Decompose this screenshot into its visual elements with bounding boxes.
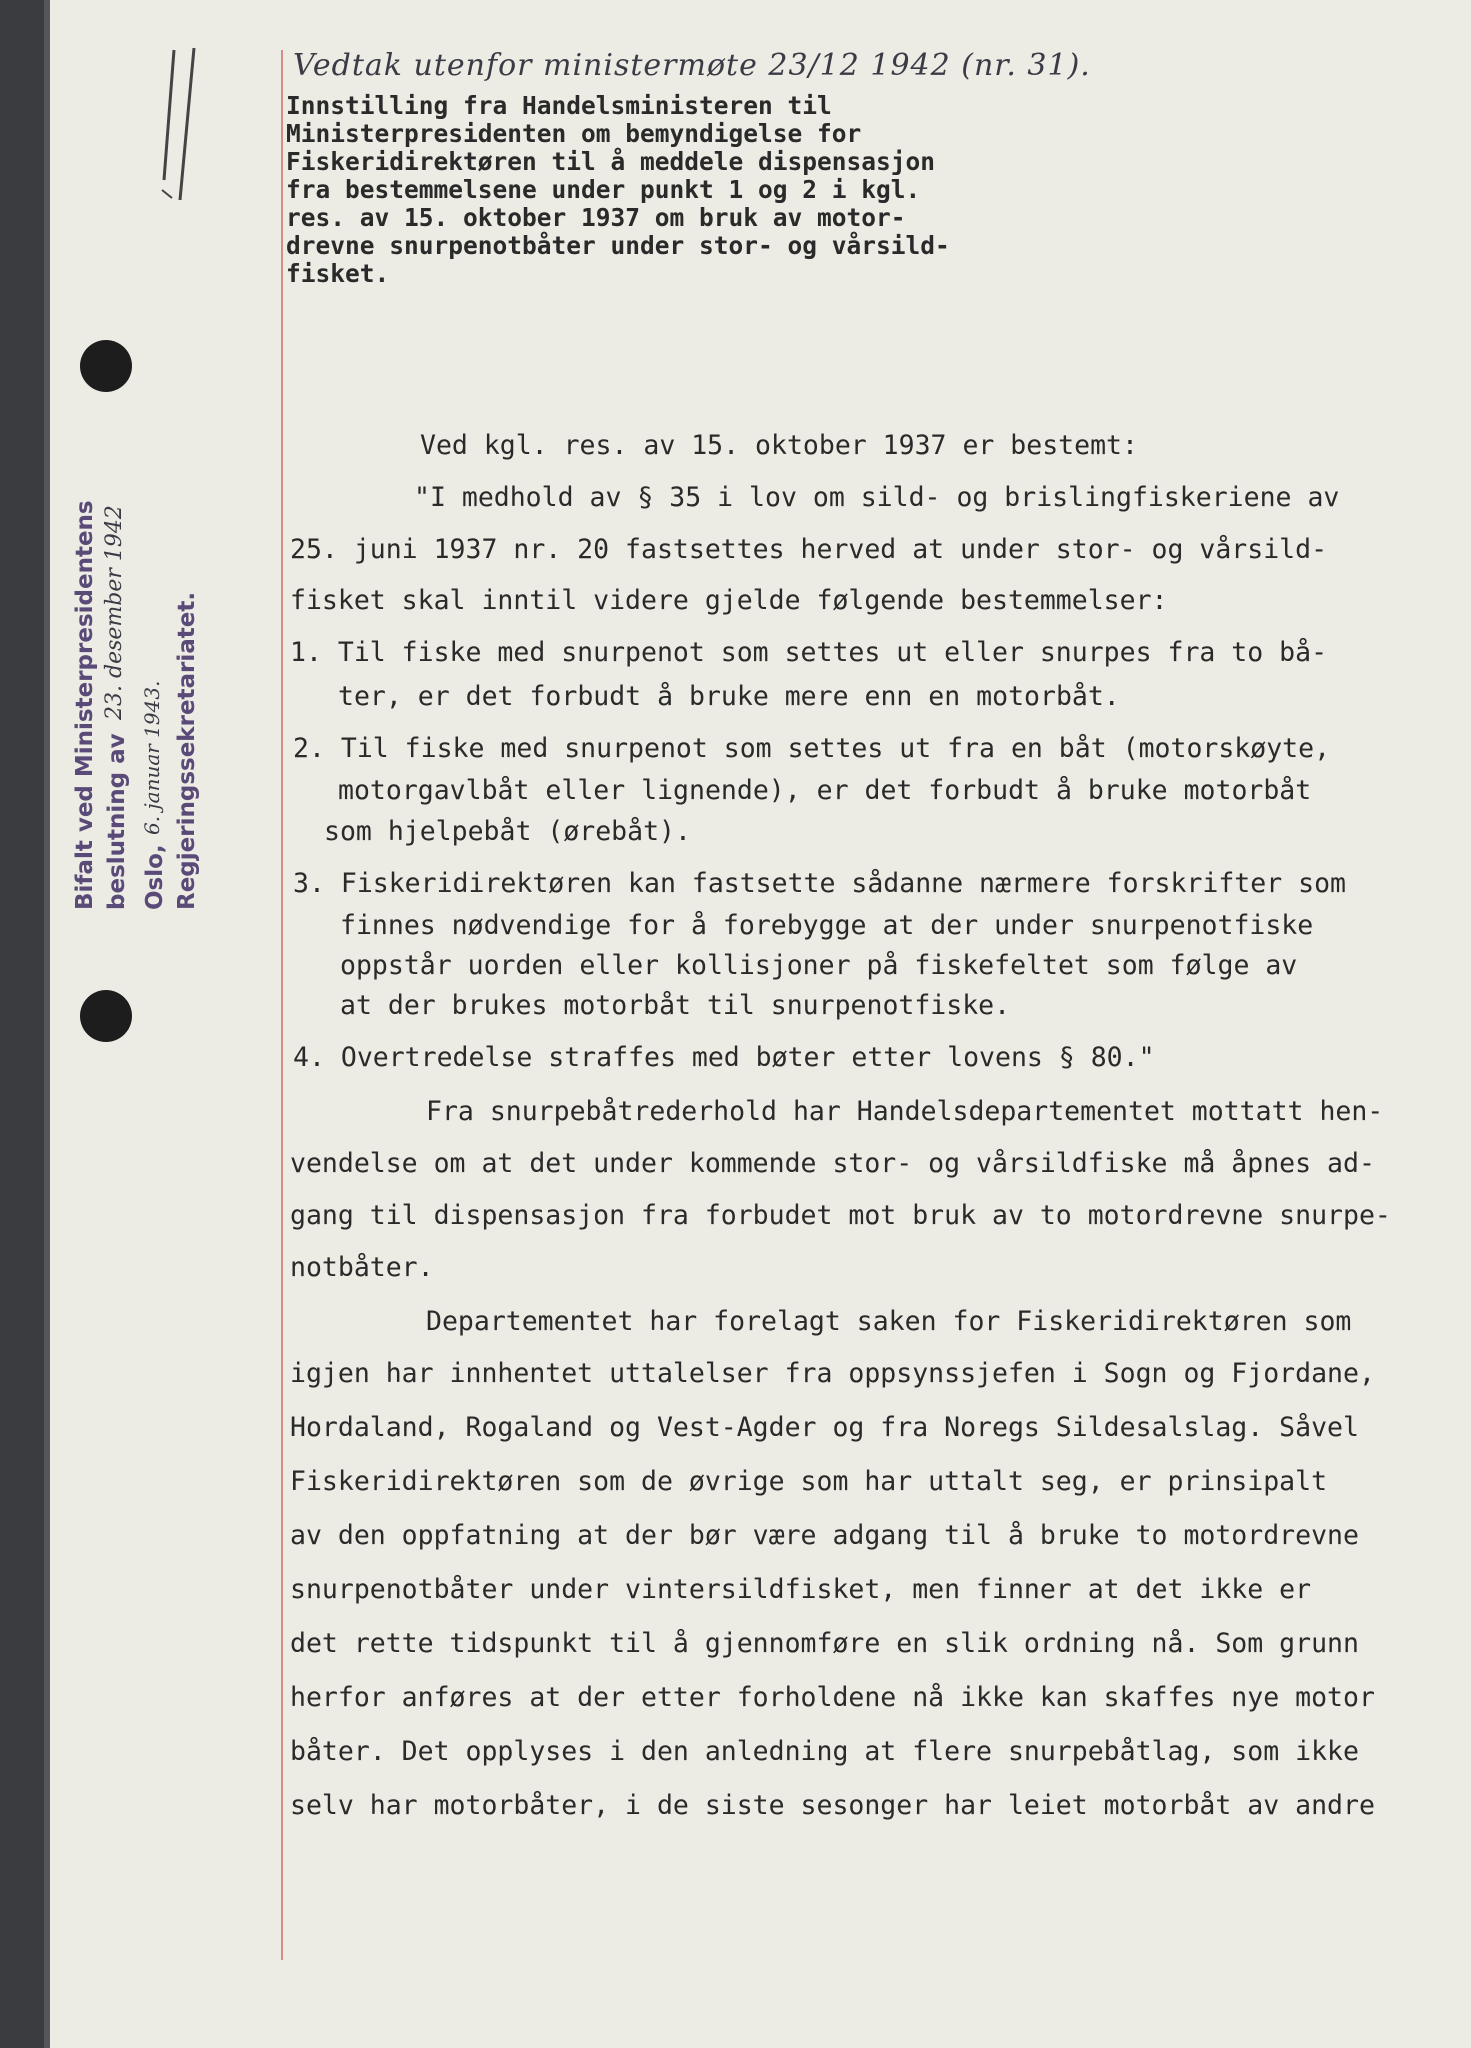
margin-rule bbox=[281, 50, 283, 1960]
page-edge bbox=[44, 0, 50, 2048]
heading-line: Innstilling fra Handelsministeren til bbox=[286, 91, 832, 120]
stamp-handwritten-date: 23. desember 1942 bbox=[102, 505, 127, 720]
body-line: Ved kgl. res. av 15. oktober 1937 er bestemt: bbox=[420, 430, 1138, 461]
body-line: som hjelpebåt (ørebåt). bbox=[324, 816, 691, 847]
punch-hole bbox=[80, 990, 132, 1042]
body-line: finnes nødvendige for å forebygge at der under snurpenotfiske bbox=[340, 910, 1314, 941]
handwritten-header: Vedtak utenfor ministermøte 23/12 1942 (nr. 31). bbox=[293, 48, 1091, 83]
body-line: 3. Fiskeridirektøren kan fastsette sådanne nærmere forskrifter som bbox=[293, 868, 1346, 899]
body-line: Fra snurpebåtrederhold har Handelsdepartementet mottatt hen- bbox=[426, 1096, 1384, 1127]
stamp-line: Regjeringssekretariatet. bbox=[174, 591, 200, 910]
heading-line: Fiskeridirektøren til å meddele dispensasjon bbox=[286, 147, 936, 176]
body-line: "I medhold av § 35 i lov om sild- og brislingfiskeriene av bbox=[414, 482, 1340, 513]
pencil-marks bbox=[150, 40, 230, 200]
body-line: snurpenotbåter under vintersildfisket, men finner at det ikke er bbox=[290, 1574, 1312, 1605]
body-line: båter. Det opplyses i den anledning at flere snurpebåtlag, som ikke bbox=[290, 1736, 1359, 1767]
heading-line: Ministerpresidenten om bemyndigelse for bbox=[286, 119, 862, 148]
stamp-line: beslutning av bbox=[104, 733, 130, 910]
heading-line: res. av 15. oktober 1937 om bruk av motor- bbox=[286, 203, 906, 232]
body-line: at der brukes motorbåt til snurpenotfiske. bbox=[340, 990, 1011, 1021]
heading-line: drevne snurpenotbåter under stor- og vårsild- bbox=[286, 231, 950, 260]
body-line: 2. Til fiske med snurpenot som settes ut fra en båt (motorskøyte, bbox=[293, 733, 1331, 764]
body-line: gang til dispensasjon fra forbudet mot bruk av to motordrevne snurpe- bbox=[290, 1200, 1391, 1231]
body-line: vendelse om at det under kommende stor- og vårsildfiske må åpnes ad- bbox=[290, 1148, 1375, 1179]
body-line: 25. juni 1937 nr. 20 fastsettes herved at under stor- og vårsild- bbox=[290, 534, 1328, 565]
body-line: selv har motorbåter, i de siste sesonger har leiet motorbåt av andre bbox=[290, 1790, 1375, 1821]
body-line: 4. Overtredelse straffes med bøter etter lovens § 80." bbox=[293, 1042, 1155, 1073]
body-line: Hordaland, Rogaland og Vest-Agder og fra Noregs Sildesalslag. Såvel bbox=[290, 1412, 1359, 1443]
body-line: Departementet har forelagt saken for Fiskeridirektøren som bbox=[426, 1306, 1352, 1337]
heading-line: fisket. bbox=[286, 259, 390, 288]
stamp-line: Bifalt ved Ministerpresidentens bbox=[72, 500, 98, 910]
body-line: motorgavlbåt eller lignende), er det forbudt å bruke motorbåt bbox=[338, 775, 1312, 806]
body-line: igjen har innhentet uttalelser fra oppsynssjefen i Sogn og Fjordane, bbox=[290, 1358, 1375, 1389]
body-line: det rette tidspunkt til å gjennomføre en slik ordning nå. Som grunn bbox=[290, 1628, 1359, 1659]
body-line: ter, er det forbudt å bruke mere enn en motorbåt. bbox=[338, 681, 1120, 712]
heading-line: fra bestemmelsene under punkt 1 og 2 i kgl. bbox=[286, 175, 921, 204]
stamp-line: Oslo, bbox=[142, 844, 168, 910]
body-line: herfor anføres at der etter forholdene nå ikke kan skaffes nye motor bbox=[290, 1682, 1375, 1713]
body-line: 1. Til fiske med snurpenot som settes ut eller snurpes fra to bå- bbox=[290, 637, 1328, 668]
stamp-handwritten-date: 6. januar 1943. bbox=[140, 680, 164, 835]
body-line: oppstår uorden eller kollisjoner på fiskefeltet som følge av bbox=[340, 950, 1298, 981]
punch-hole bbox=[80, 340, 132, 392]
body-line: notbåter. bbox=[290, 1252, 434, 1283]
body-line: fisket skal inntil videre gjelde følgende bestemmelser: bbox=[290, 585, 1168, 616]
document-heading bbox=[286, 92, 1186, 288]
approval-stamp bbox=[60, 450, 230, 910]
body-line: av den oppfatning at der bør være adgang til å bruke to motordrevne bbox=[290, 1520, 1359, 1551]
body-line: Fiskeridirektøren som de øvrige som har uttalt seg, er prinsipalt bbox=[290, 1466, 1328, 1497]
